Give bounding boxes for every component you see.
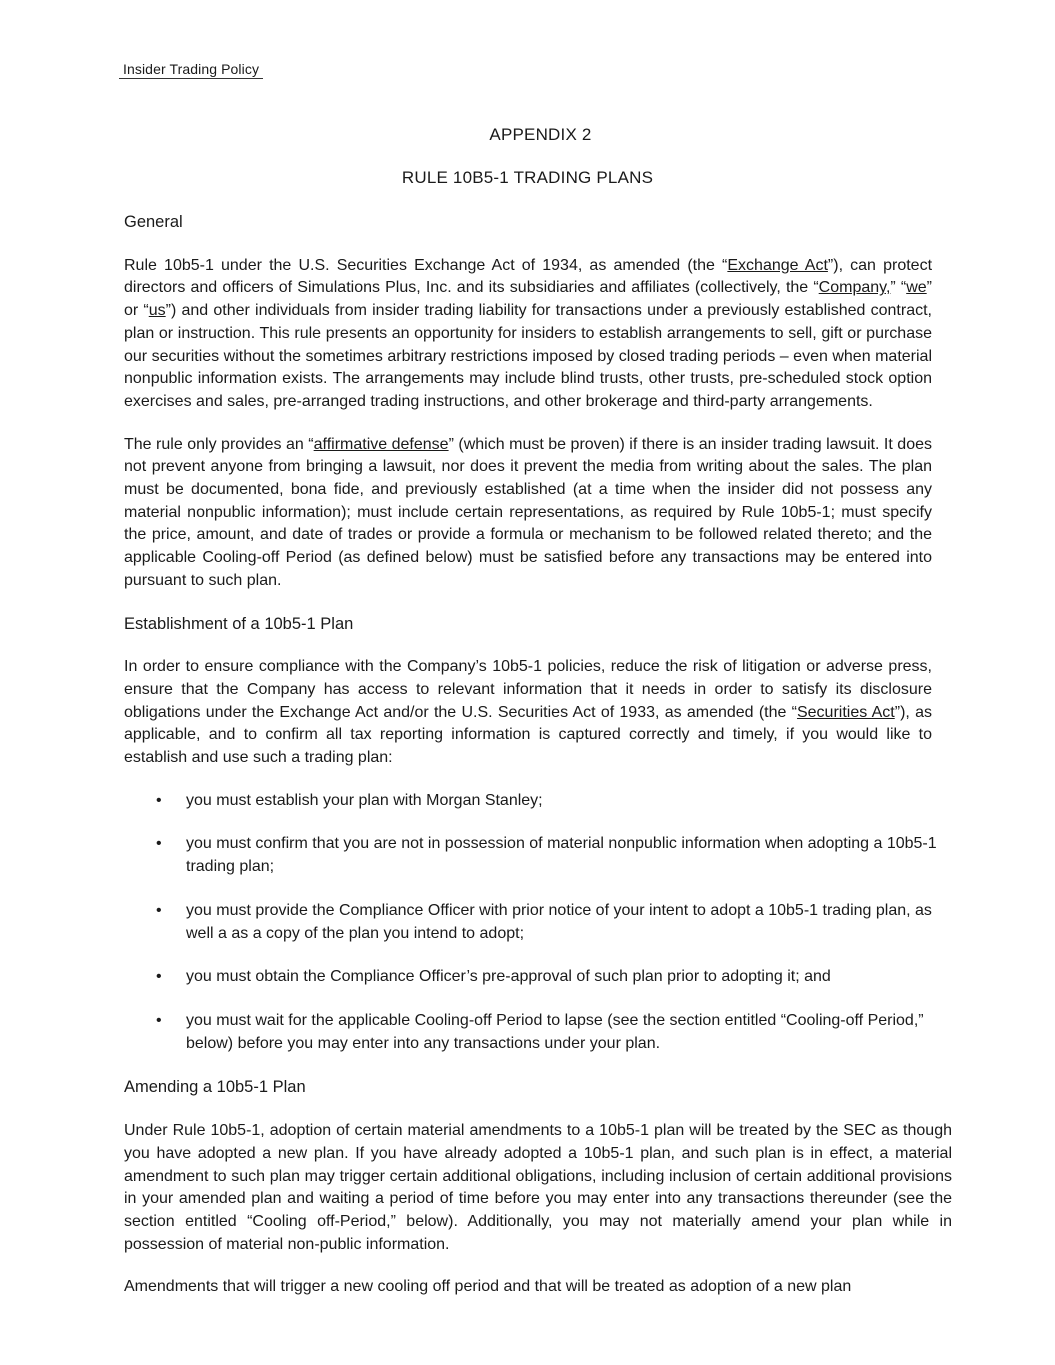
text-run: ”) and other individuals from insider trading liability for transactions under a previously established contract, plan or instruction. This rule presents an opportunity for insiders to establish arrangements to sell, gift or purchase our securities without the sometimes arbitrary restrictions imposed by closed trading periods – even when material nonpublic information exists. The arrangements may include blind trusts, other trusts, pre-scheduled stock option exercises and sales, pre-arranged trading instructions, and other brokerage and third-party arrangements. bbox=[124, 302, 932, 410]
text-run: ”), as applicable, and to confirm all tax reporting information is captured correctly and timely, if you would like to establish and use such a trading plan: bbox=[124, 703, 932, 767]
general-paragraph-1 bbox=[124, 255, 932, 414]
running-header: Insider Trading Policy bbox=[119, 61, 263, 79]
rule-title: RULE 10B5-1 TRADING PLANS bbox=[401, 168, 654, 187]
list-item bbox=[124, 900, 944, 945]
defined-term-exchange-act: Exchange Act bbox=[727, 256, 828, 274]
amending-paragraph-2: Amendments that will trigger a new cooling off period and that will be treated as adoption of a new plan bbox=[124, 1278, 852, 1296]
amending-paragraph-1: Under Rule 10b5-1, adoption of certain material amendments to a 10b5-1 plan will be treated by the SEC as though you have adopted a new plan. If you have already adopted a 10b5-1 plan, and such plan is in effect, a material amendment to such plan may trigger certain additional obligations, including inclusion of certain additional provisions in your amended plan and waiting a period of time before you may enter into any transactions thereunder (see the section entitled “Cooling off-Period,” below). Additionally, you may not materially amend your plan while in possession of material non-public information. bbox=[124, 1122, 952, 1253]
defined-term-affirmative-defense: affirmative defense bbox=[313, 435, 449, 453]
text-run: ” “ bbox=[890, 279, 907, 297]
defined-term-securities-act: Securities Act bbox=[796, 703, 895, 721]
bullet-icon: • bbox=[156, 901, 162, 919]
list-item-text: you must confirm that you are not in possession of material nonpublic information when adopting a 10b5-1 trading plan; bbox=[186, 835, 937, 876]
list-item bbox=[124, 833, 944, 878]
document-body bbox=[124, 211, 952, 1319]
text-run: ” or “ bbox=[124, 279, 932, 320]
section-heading-general: General bbox=[124, 213, 183, 231]
defined-term-company: Company, bbox=[818, 279, 891, 297]
list-item-text: you must wait for the applicable Cooling-off Period to lapse (see the section entitled “Cooling-off Period,” below) before you may enter into any transactions under your plan. bbox=[186, 1011, 924, 1052]
establishment-requirements-list bbox=[124, 790, 944, 1056]
bullet-icon: • bbox=[156, 968, 162, 986]
section-heading-establishment: Establishment of a 10b5-1 Plan bbox=[124, 614, 354, 633]
bullet-icon: • bbox=[156, 835, 162, 853]
appendix-title: APPENDIX 2 bbox=[489, 125, 592, 144]
text-run: ” (which must be proven) if there is an insider trading lawsuit. It does not prevent anyone from bringing a lawsuit, nor does it prevent the media from writing about the sales. The plan must be documented, bona fide, and previously established (at a time when the insider did not possess any material nonpublic information); must include certain representations, as required by Rule 10b5-1; must specify the price, amount, and date of trades or provide a formula or mechanism to be followed related thereto; and the applicable Cooling-off Period (as defined below) must be satisfied before any transactions may be entered into pursuant to such plan. bbox=[124, 435, 932, 589]
text-run: ”), can protect directors and officers of Simulations Plus, Inc. and its subsidiaries and affiliates (collectively, the “ bbox=[124, 256, 933, 297]
defined-term-us: us bbox=[148, 302, 166, 320]
list-item-text: you must obtain the Compliance Officer’s pre-approval of such plan prior to adopting it; and bbox=[186, 968, 831, 986]
list-item bbox=[124, 790, 944, 813]
list-item-text: you must provide the Compliance Officer with prior notice of your intent to adopt a 10b5-1 trading plan, as well a as a copy of the plan you intend to adopt; bbox=[186, 901, 932, 942]
text-run: In order to ensure compliance with the Company’s 10b5-1 policies, reduce the risk of litigation or adverse press, ensure that the Company has access to relevant information that it needs in order to satisfy its disclosure obligations under the Exchange Act and/or the U.S. Securities Act of 1933, as amended (the “ bbox=[124, 658, 932, 721]
establishment-intro bbox=[124, 656, 932, 770]
bullet-icon: • bbox=[156, 791, 162, 809]
section-heading-amending: Amending a 10b5-1 Plan bbox=[124, 1078, 306, 1097]
general-paragraph-2 bbox=[124, 434, 932, 593]
text-run: Rule 10b5-1 under the U.S. Securities Exchange Act of 1934, as amended (the “ bbox=[124, 256, 728, 274]
list-item bbox=[124, 1010, 944, 1055]
defined-term-we: we bbox=[906, 279, 927, 297]
list-item bbox=[124, 966, 944, 989]
bullet-icon: • bbox=[156, 1011, 162, 1029]
text-run: The rule only provides an “ bbox=[124, 435, 314, 453]
list-item-text: you must establish your plan with Morgan Stanley; bbox=[186, 791, 543, 809]
